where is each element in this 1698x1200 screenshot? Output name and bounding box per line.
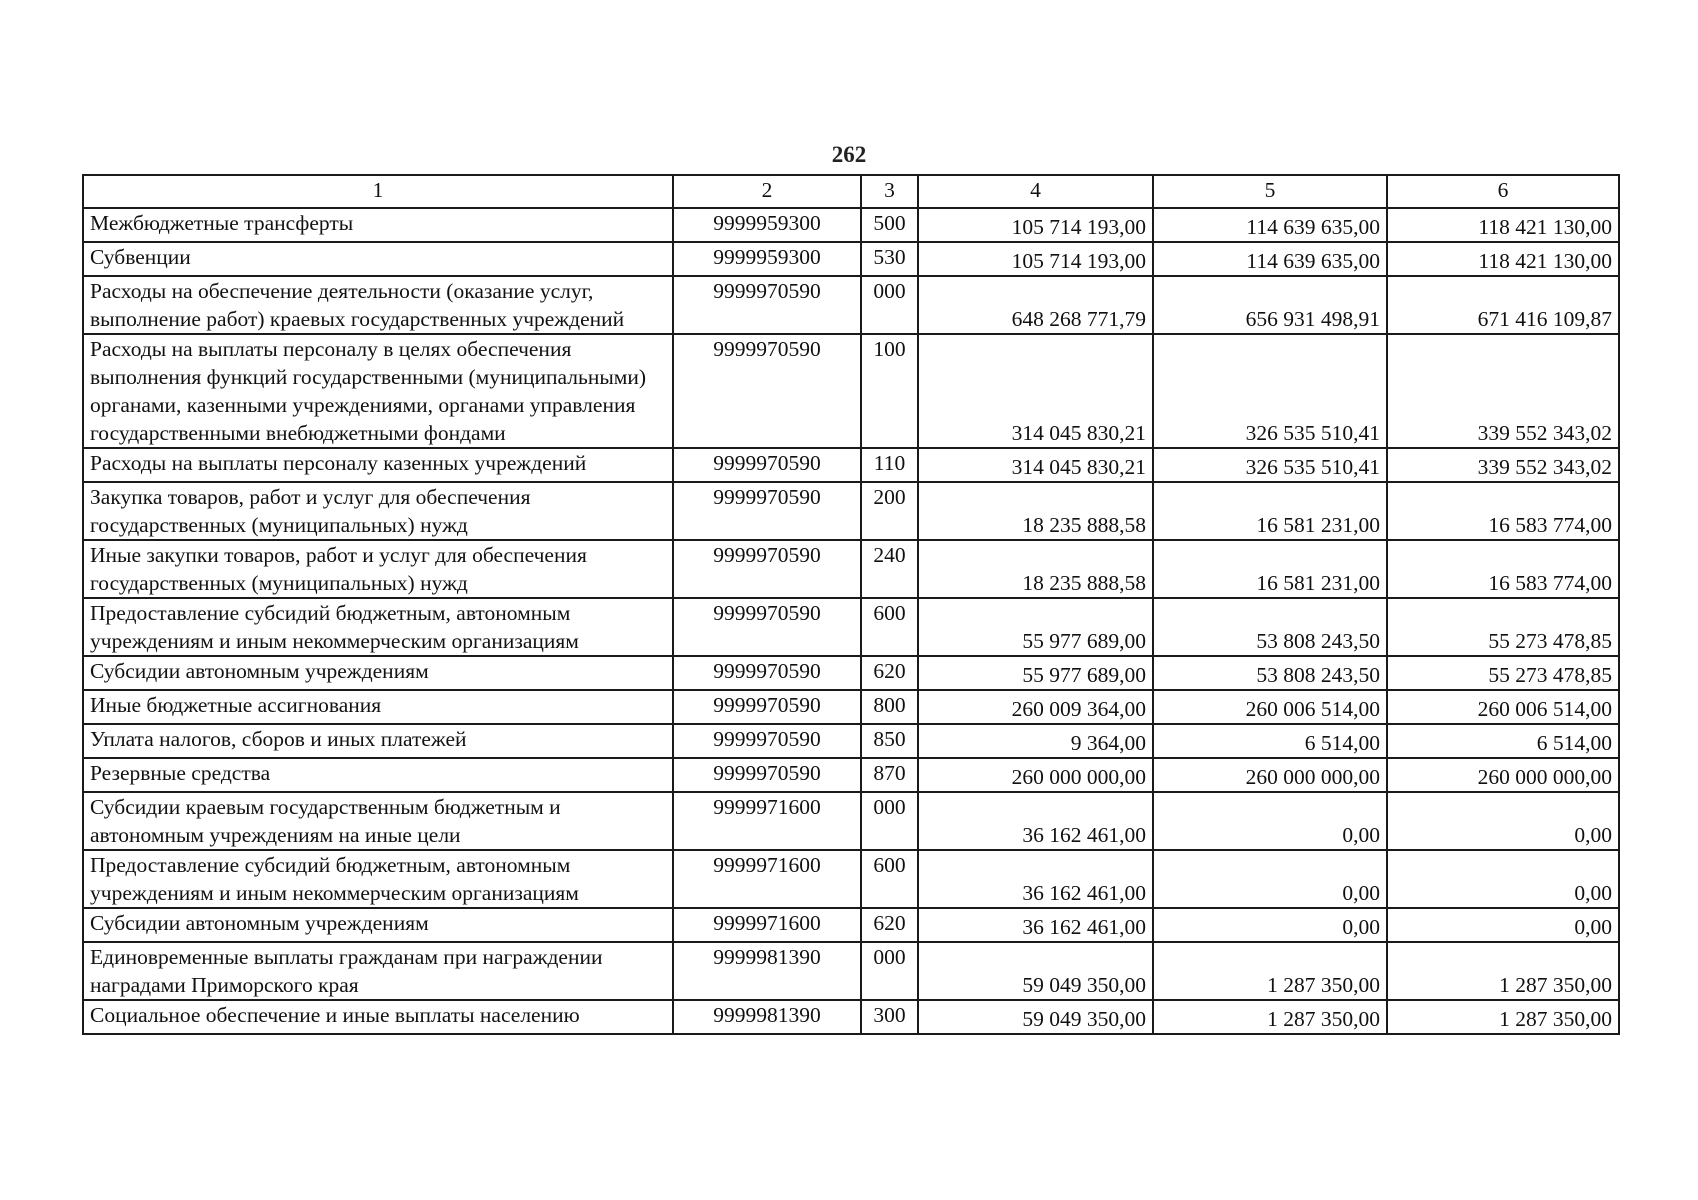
amount-col-4: 18 235 888,58 bbox=[918, 482, 1153, 540]
amount-col-4: 260 000 000,00 bbox=[918, 758, 1153, 792]
expense-name: Социальное обеспечение и иные выплаты населению bbox=[83, 1000, 673, 1034]
amount-col-6: 55 273 478,85 bbox=[1387, 656, 1619, 690]
amount-col-4: 260 009 364,00 bbox=[918, 690, 1153, 724]
amount-col-6: 339 552 343,02 bbox=[1387, 448, 1619, 482]
expense-type-code: 200 bbox=[861, 482, 918, 540]
amount-col-6: 0,00 bbox=[1387, 792, 1619, 850]
table-row bbox=[83, 656, 1619, 690]
amount-col-5: 656 931 498,91 bbox=[1153, 276, 1387, 334]
expense-type-code: 600 bbox=[861, 598, 918, 656]
target-code: 9999970590 bbox=[673, 758, 861, 792]
target-code: 9999971600 bbox=[673, 850, 861, 908]
target-code: 9999970590 bbox=[673, 656, 861, 690]
amount-col-5: 0,00 bbox=[1153, 792, 1387, 850]
header-col-1: 1 bbox=[83, 175, 673, 208]
target-code: 9999959300 bbox=[673, 242, 861, 276]
table-row bbox=[83, 448, 1619, 482]
table-row bbox=[83, 850, 1619, 908]
expense-type-code: 600 bbox=[861, 850, 918, 908]
amount-col-4: 648 268 771,79 bbox=[918, 276, 1153, 334]
header-row bbox=[83, 175, 1619, 208]
amount-col-5: 1 287 350,00 bbox=[1153, 942, 1387, 1000]
expense-name: Иные бюджетные ассигнования bbox=[83, 690, 673, 724]
amount-col-4: 18 235 888,58 bbox=[918, 540, 1153, 598]
table-row bbox=[83, 540, 1619, 598]
header-col-6: 6 bbox=[1387, 175, 1619, 208]
expense-name: Предоставление субсидий бюджетным, автономным учреждениям и иным некоммерческим организациям bbox=[83, 850, 673, 908]
table-row bbox=[83, 334, 1619, 448]
expense-type-code: 000 bbox=[861, 942, 918, 1000]
amount-col-4: 59 049 350,00 bbox=[918, 942, 1153, 1000]
amount-col-5: 53 808 243,50 bbox=[1153, 656, 1387, 690]
page-number: 262 bbox=[831, 142, 867, 167]
amount-col-4: 55 977 689,00 bbox=[918, 656, 1153, 690]
amount-col-5: 6 514,00 bbox=[1153, 724, 1387, 758]
target-code: 9999970590 bbox=[673, 276, 861, 334]
amount-col-4: 36 162 461,00 bbox=[918, 792, 1153, 850]
amount-col-5: 16 581 231,00 bbox=[1153, 540, 1387, 598]
expense-name: Предоставление субсидий бюджетным, автономным учреждениям и иным некоммерческим организациям bbox=[83, 598, 673, 656]
expense-name: Расходы на обеспечение деятельности (оказание услуг, выполнение работ) краевых государственных учреждений bbox=[83, 276, 673, 334]
amount-col-6: 339 552 343,02 bbox=[1387, 334, 1619, 448]
table-body bbox=[83, 208, 1619, 1034]
amount-col-4: 36 162 461,00 bbox=[918, 908, 1153, 942]
amount-col-6: 0,00 bbox=[1387, 850, 1619, 908]
target-code: 9999970590 bbox=[673, 540, 861, 598]
amount-col-4: 314 045 830,21 bbox=[918, 334, 1153, 448]
expense-type-code: 800 bbox=[861, 690, 918, 724]
target-code: 9999959300 bbox=[673, 208, 861, 242]
table-row bbox=[83, 908, 1619, 942]
table-row bbox=[83, 482, 1619, 540]
expense-name: Уплата налогов, сборов и иных платежей bbox=[83, 724, 673, 758]
table-row bbox=[83, 1000, 1619, 1034]
target-code: 9999970590 bbox=[673, 448, 861, 482]
amount-col-6: 260 000 000,00 bbox=[1387, 758, 1619, 792]
amount-col-5: 114 639 635,00 bbox=[1153, 242, 1387, 276]
table-row bbox=[83, 724, 1619, 758]
table-row bbox=[83, 598, 1619, 656]
table-row bbox=[83, 942, 1619, 1000]
amount-col-6: 118 421 130,00 bbox=[1387, 208, 1619, 242]
expense-type-code: 000 bbox=[861, 276, 918, 334]
target-code: 9999970590 bbox=[673, 334, 861, 448]
expense-name: Закупка товаров, работ и услуг для обеспечения государственных (муниципальных) нужд bbox=[83, 482, 673, 540]
expense-name: Субсидии краевым государственным бюджетным и автономным учреждениям на иные цели bbox=[83, 792, 673, 850]
amount-col-5: 326 535 510,41 bbox=[1153, 448, 1387, 482]
expense-name: Иные закупки товаров, работ и услуг для обеспечения государственных (муниципальных) нужд bbox=[83, 540, 673, 598]
expense-name: Расходы на выплаты персоналу в целях обеспечения выполнения функций государственными (муниципальными) органами, казенными учреждениями, органами управления государственными внебюджетными фондами bbox=[83, 334, 673, 448]
header-col-3: 3 bbox=[861, 175, 918, 208]
expense-name: Субсидии автономным учреждениям bbox=[83, 908, 673, 942]
amount-col-6: 16 583 774,00 bbox=[1387, 482, 1619, 540]
target-code: 9999970590 bbox=[673, 690, 861, 724]
amount-col-4: 55 977 689,00 bbox=[918, 598, 1153, 656]
target-code: 9999970590 bbox=[673, 724, 861, 758]
expense-name: Межбюджетные трансферты bbox=[83, 208, 673, 242]
amount-col-5: 0,00 bbox=[1153, 850, 1387, 908]
expense-type-code: 870 bbox=[861, 758, 918, 792]
amount-col-5: 114 639 635,00 bbox=[1153, 208, 1387, 242]
target-code: 9999971600 bbox=[673, 908, 861, 942]
expense-type-code: 530 bbox=[861, 242, 918, 276]
amount-col-5: 0,00 bbox=[1153, 908, 1387, 942]
table-row bbox=[83, 690, 1619, 724]
amount-col-6: 671 416 109,87 bbox=[1387, 276, 1619, 334]
table-row bbox=[83, 792, 1619, 850]
table-row bbox=[83, 758, 1619, 792]
expense-name: Резервные средства bbox=[83, 758, 673, 792]
amount-col-5: 1 287 350,00 bbox=[1153, 1000, 1387, 1034]
expense-type-code: 100 bbox=[861, 334, 918, 448]
expense-type-code: 620 bbox=[861, 908, 918, 942]
header-col-4: 4 bbox=[918, 175, 1153, 208]
amount-col-4: 314 045 830,21 bbox=[918, 448, 1153, 482]
table-row bbox=[83, 242, 1619, 276]
expense-type-code: 300 bbox=[861, 1000, 918, 1034]
budget-table bbox=[82, 174, 1620, 1035]
target-code: 9999971600 bbox=[673, 792, 861, 850]
amount-col-6: 1 287 350,00 bbox=[1387, 1000, 1619, 1034]
header-col-5: 5 bbox=[1153, 175, 1387, 208]
amount-col-6: 1 287 350,00 bbox=[1387, 942, 1619, 1000]
amount-col-5: 326 535 510,41 bbox=[1153, 334, 1387, 448]
expense-type-code: 850 bbox=[861, 724, 918, 758]
amount-col-6: 6 514,00 bbox=[1387, 724, 1619, 758]
expense-type-code: 240 bbox=[861, 540, 918, 598]
target-code: 9999970590 bbox=[673, 598, 861, 656]
expense-name: Расходы на выплаты персоналу казенных учреждений bbox=[83, 448, 673, 482]
table-row bbox=[83, 208, 1619, 242]
target-code: 9999981390 bbox=[673, 1000, 861, 1034]
amount-col-4: 9 364,00 bbox=[918, 724, 1153, 758]
amount-col-4: 59 049 350,00 bbox=[918, 1000, 1153, 1034]
expense-type-code: 620 bbox=[861, 656, 918, 690]
amount-col-6: 55 273 478,85 bbox=[1387, 598, 1619, 656]
expense-name: Субвенции bbox=[83, 242, 673, 276]
expense-name: Единовременные выплаты гражданам при награждении наградами Приморского края bbox=[83, 942, 673, 1000]
expense-name: Субсидии автономным учреждениям bbox=[83, 656, 673, 690]
expense-type-code: 110 bbox=[861, 448, 918, 482]
target-code: 9999981390 bbox=[673, 942, 861, 1000]
amount-col-4: 105 714 193,00 bbox=[918, 208, 1153, 242]
expense-type-code: 000 bbox=[861, 792, 918, 850]
target-code: 9999970590 bbox=[673, 482, 861, 540]
amount-col-5: 260 000 000,00 bbox=[1153, 758, 1387, 792]
expense-type-code: 500 bbox=[861, 208, 918, 242]
amount-col-5: 16 581 231,00 bbox=[1153, 482, 1387, 540]
amount-col-4: 36 162 461,00 bbox=[918, 850, 1153, 908]
table-row bbox=[83, 276, 1619, 334]
amount-col-5: 53 808 243,50 bbox=[1153, 598, 1387, 656]
table-header bbox=[83, 175, 1619, 208]
amount-col-6: 260 006 514,00 bbox=[1387, 690, 1619, 724]
amount-col-6: 0,00 bbox=[1387, 908, 1619, 942]
amount-col-6: 16 583 774,00 bbox=[1387, 540, 1619, 598]
amount-col-5: 260 006 514,00 bbox=[1153, 690, 1387, 724]
amount-col-6: 118 421 130,00 bbox=[1387, 242, 1619, 276]
header-col-2: 2 bbox=[673, 175, 861, 208]
amount-col-4: 105 714 193,00 bbox=[918, 242, 1153, 276]
